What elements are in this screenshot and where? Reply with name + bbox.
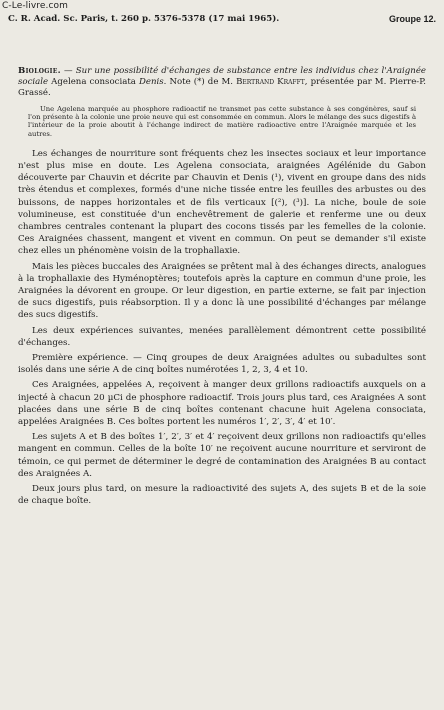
- article-title: Sur une possibilité d'échanges de substance entre les individus chez l'Araignée sociale: [18, 66, 427, 87]
- article-intro: [18, 66, 426, 99]
- note-ref: . Note (*) de M.: [163, 77, 237, 87]
- author-name: Bertrand Krafft: [236, 77, 305, 87]
- group-label: Groupe 12.: [388, 14, 436, 24]
- presented-by: , présentée par M. Pierre-P. Grassé.: [18, 77, 426, 98]
- citation: C. R. Acad. Sc. Paris, t. 260 p. 5376-5378 (17 mai 1965).: [8, 14, 280, 24]
- species-author: Denis: [138, 77, 164, 87]
- page-header: [8, 14, 436, 24]
- species: Agelena consociata: [48, 77, 139, 87]
- watermark: C-Le-livre.com: [2, 1, 69, 11]
- paragraph: Première expérience. — Cinq groupes de deux Araignées adultes ou subadultes sont isolés dans une série A de cinq boîtes numérotées 1, 2, 3, 4 et 10.: [18, 353, 426, 376]
- dash: —: [60, 66, 76, 76]
- abstract: Une Agelena marquée au phosphore radioactif ne transmet pas cette substance à ses congénères, sauf si l'on présente à la colonie une proie neuve qui est consommée en commun. Alors le mélange des sucs digestifs à l'intérieur de la proie aboutit à l'échange indirect de matière radioactive entre l'Araignée marquée et les autres.: [28, 105, 416, 138]
- paragraph: Ces Araignées, appelées A, reçoivent à manger deux grillons radioactifs auxquels on a injecté à chacun 20 µCi de phosphore radioactif. Trois jours plus tard, ces Araignées A sont placées dans une série B de cinq boîtes contenant chacune huit Agelena consociata, appelées Araignées B. Ces boîtes portent les numéros 1′, 2′, 3′, 4′ et 10′.: [18, 380, 426, 428]
- section-label: Biologie.: [18, 66, 61, 76]
- paragraph: Mais les pièces buccales des Araignées se prêtent mal à des échanges directs, analogues à la trophallaxie des Hyménoptères; toutefois après la capture en commun d'une proie, les Araignées la dévorent en groupe. Or leur digestion, en partie externe, se fait par injection de sucs digestifs, puis réabsorption. Il y a donc là une possibilité d'échanges par mélange des sucs digestifs.: [18, 261, 426, 321]
- paragraph: Les échanges de nourriture sont fréquents chez les insectes sociaux et leur importance n'est plus mise en doute. Les Agelena consociata, araignées Agélénide du Gabon découverte par Chauvin et décrite par Chauvin et Denis (¹), vivent en groupe dans des nids très étendus et complexes, formés d'une niche tissée entre les feuilles des arbustes ou des buissons, de nappes horizontales et de fils verticaux [(²), (³)]. La niche, boule de soie volumineuse, est constituée d'un enchevêtrement de galerie et renferme une ou deux chambres centrales contenant la plupart des cocons tissés par les femelles de la colonie. Ces Araignées chassent, mangent et vivent en commun. On peut se demander s'il existe chez elles un phénomène voisin de la trophallaxie.: [18, 148, 426, 257]
- article-body: [18, 148, 426, 508]
- paragraph: Les sujets A et B des boîtes 1′, 2′, 3′ et 4′ reçoivent deux grillons non radioactifs qu'elles mangent en commun. Celles de la boîte 10′ ne reçoivent aucune nourriture et serviront de témoin, ce qui permet de déterminer le degré de contamination des Araignées B au contact des Araignées A.: [18, 432, 426, 479]
- paragraph: Deux jours plus tard, on mesure la radioactivité des sujets A, des sujets B et de la soie de chaque boîte.: [18, 484, 426, 507]
- article: [18, 66, 426, 511]
- paragraph: Les deux expériences suivantes, menées parallèlement démontrent cette possibilité d'échanges.: [18, 325, 426, 348]
